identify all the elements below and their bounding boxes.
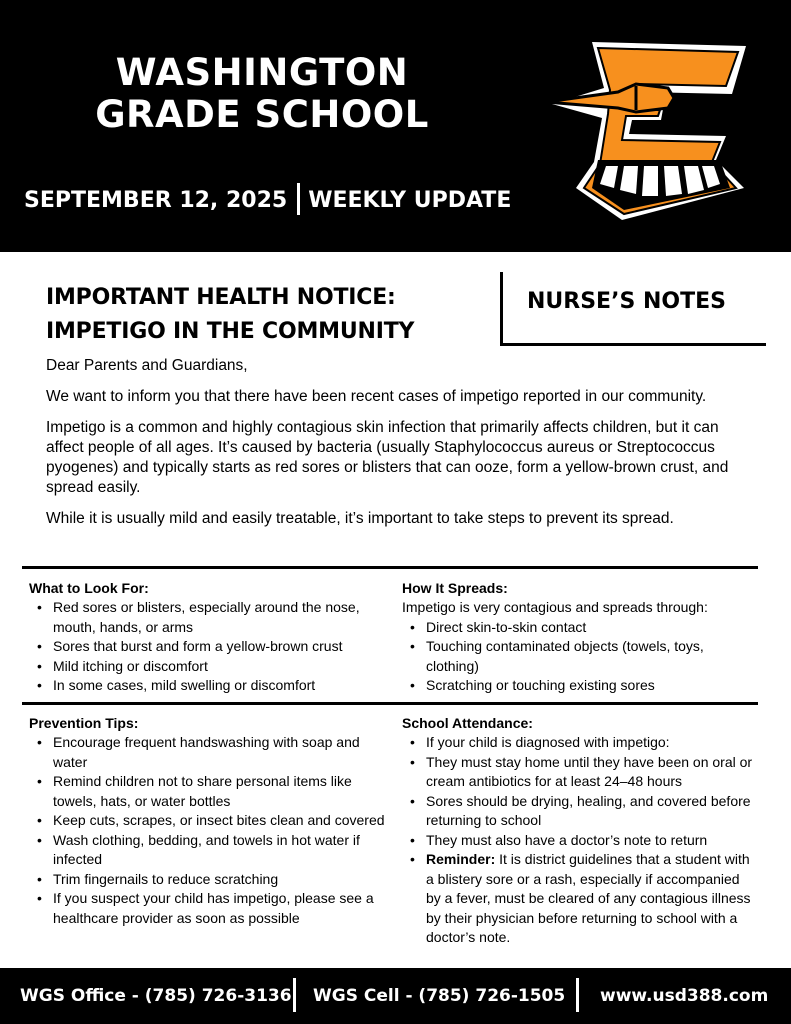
list-item: • Touching contaminated objects (towels, toys, clothing): [402, 637, 758, 676]
attendance-section: [402, 713, 758, 948]
list-item: • They must also have a doctor’s note to return: [402, 831, 758, 851]
list-item: • Direct skin-to-skin contact: [402, 618, 758, 638]
contact-footer: [0, 968, 791, 1024]
notice-title-line1: IMPORTANT HEALTH NOTICE:: [46, 285, 396, 310]
prevention-list: [29, 733, 385, 928]
look-for-list: [29, 598, 385, 696]
section-heading: How It Spreads:: [402, 580, 508, 596]
reminder-label: Reminder:: [426, 851, 496, 867]
list-item: • Encourage frequent handswashing with soap and water: [29, 733, 385, 772]
list-item: • Mild itching or discomfort: [29, 657, 385, 677]
footer-divider: [293, 978, 296, 1012]
intro-letter: [46, 356, 758, 540]
intro-paragraph: We want to inform you that there have been recent cases of impetigo reported in our community.: [46, 388, 707, 405]
list-item: • Trim fingernails to reduce scratching: [29, 870, 385, 890]
date-divider: [297, 183, 300, 215]
reminder-item: [402, 850, 758, 948]
list-item: • If you suspect your child has impetigo, please see a healthcare provider as soon as possible: [29, 889, 385, 928]
list-item: • Red sores or blisters, especially around the nose, mouth, hands, or arms: [29, 598, 385, 637]
section-label-box: [500, 272, 766, 346]
school-name-line1: WASHINGTON: [115, 51, 409, 94]
school-name-line2: GRADE SCHOOL: [95, 93, 429, 136]
school-name: [62, 52, 462, 136]
attendance-list: [402, 733, 758, 948]
notice-title: [46, 281, 414, 349]
section-heading: What to Look For:: [29, 580, 149, 596]
list-item: • Sores should be drying, healing, and covered before returning to school: [402, 792, 758, 831]
how-it-spreads-section: [402, 578, 758, 696]
cell-phone: WGS Cell - (785) 726-1505: [313, 986, 566, 1006]
list-item: • In some cases, mild swelling or discomfort: [29, 676, 385, 696]
office-phone: WGS Office - (785) 726-3136: [20, 986, 292, 1006]
section-heading: Prevention Tips:: [29, 715, 139, 731]
list-item: • They must stay home until they have been on oral or cream antibiotics for at least 24–48 hours: [402, 753, 758, 792]
greeting: Dear Parents and Guardians,: [46, 357, 248, 374]
list-item: • If your child is diagnosed with impetigo:: [402, 733, 758, 753]
footer-divider: [576, 978, 579, 1012]
look-for-section: [29, 578, 385, 696]
list-item: • Scratching or touching existing sores: [402, 676, 758, 696]
list-item: • Wash clothing, bedding, and towels in hot water if infected: [29, 831, 385, 870]
spreads-list: [402, 618, 758, 696]
prevention-section: [29, 713, 385, 928]
section-divider: [22, 566, 758, 569]
newsletter-header: [0, 0, 791, 252]
issue-date: SEPTEMBER 12, 2025: [24, 188, 288, 213]
section-heading: School Attendance:: [402, 715, 533, 731]
section-lead: Impetigo is very contagious and spreads through:: [402, 599, 708, 615]
list-item: • Sores that burst and form a yellow-brown crust: [29, 637, 385, 657]
list-item: • Keep cuts, scrapes, or insect bites clean and covered: [29, 811, 385, 831]
intro-paragraph: Impetigo is a common and highly contagious skin infection that primarily affects children, but it can affect people of all ages. It’s caused by bacteria (usually Staphylococcus aureus or Streptococcus pyogenes) and typically starts as red sores or blisters that can ooze, form a yellow-brown crust, and spread easily.: [46, 419, 729, 496]
date-line: [24, 184, 511, 218]
section-label: NURSE’S NOTES: [527, 289, 726, 314]
letter-e-with-spike-logo-icon: [540, 38, 750, 223]
list-item: • Remind children not to share personal items like towels, hats, or water bottles: [29, 772, 385, 811]
intro-paragraph: While it is usually mild and easily treatable, it’s important to take steps to prevent its spread.: [46, 510, 674, 527]
reminder-text: It is district guidelines that a student with a blistery sore or a rash, especially if accompanied by a fever, must be cleared of any contagious illness by their physician before returning to school with a doctor’s note.: [426, 851, 751, 945]
website-link[interactable]: www.usd388.com: [600, 986, 769, 1006]
notice-title-line2: IMPETIGO IN THE COMMUNITY: [46, 319, 415, 344]
section-divider: [22, 702, 758, 705]
edition-label: WEEKLY UPDATE: [308, 188, 512, 213]
